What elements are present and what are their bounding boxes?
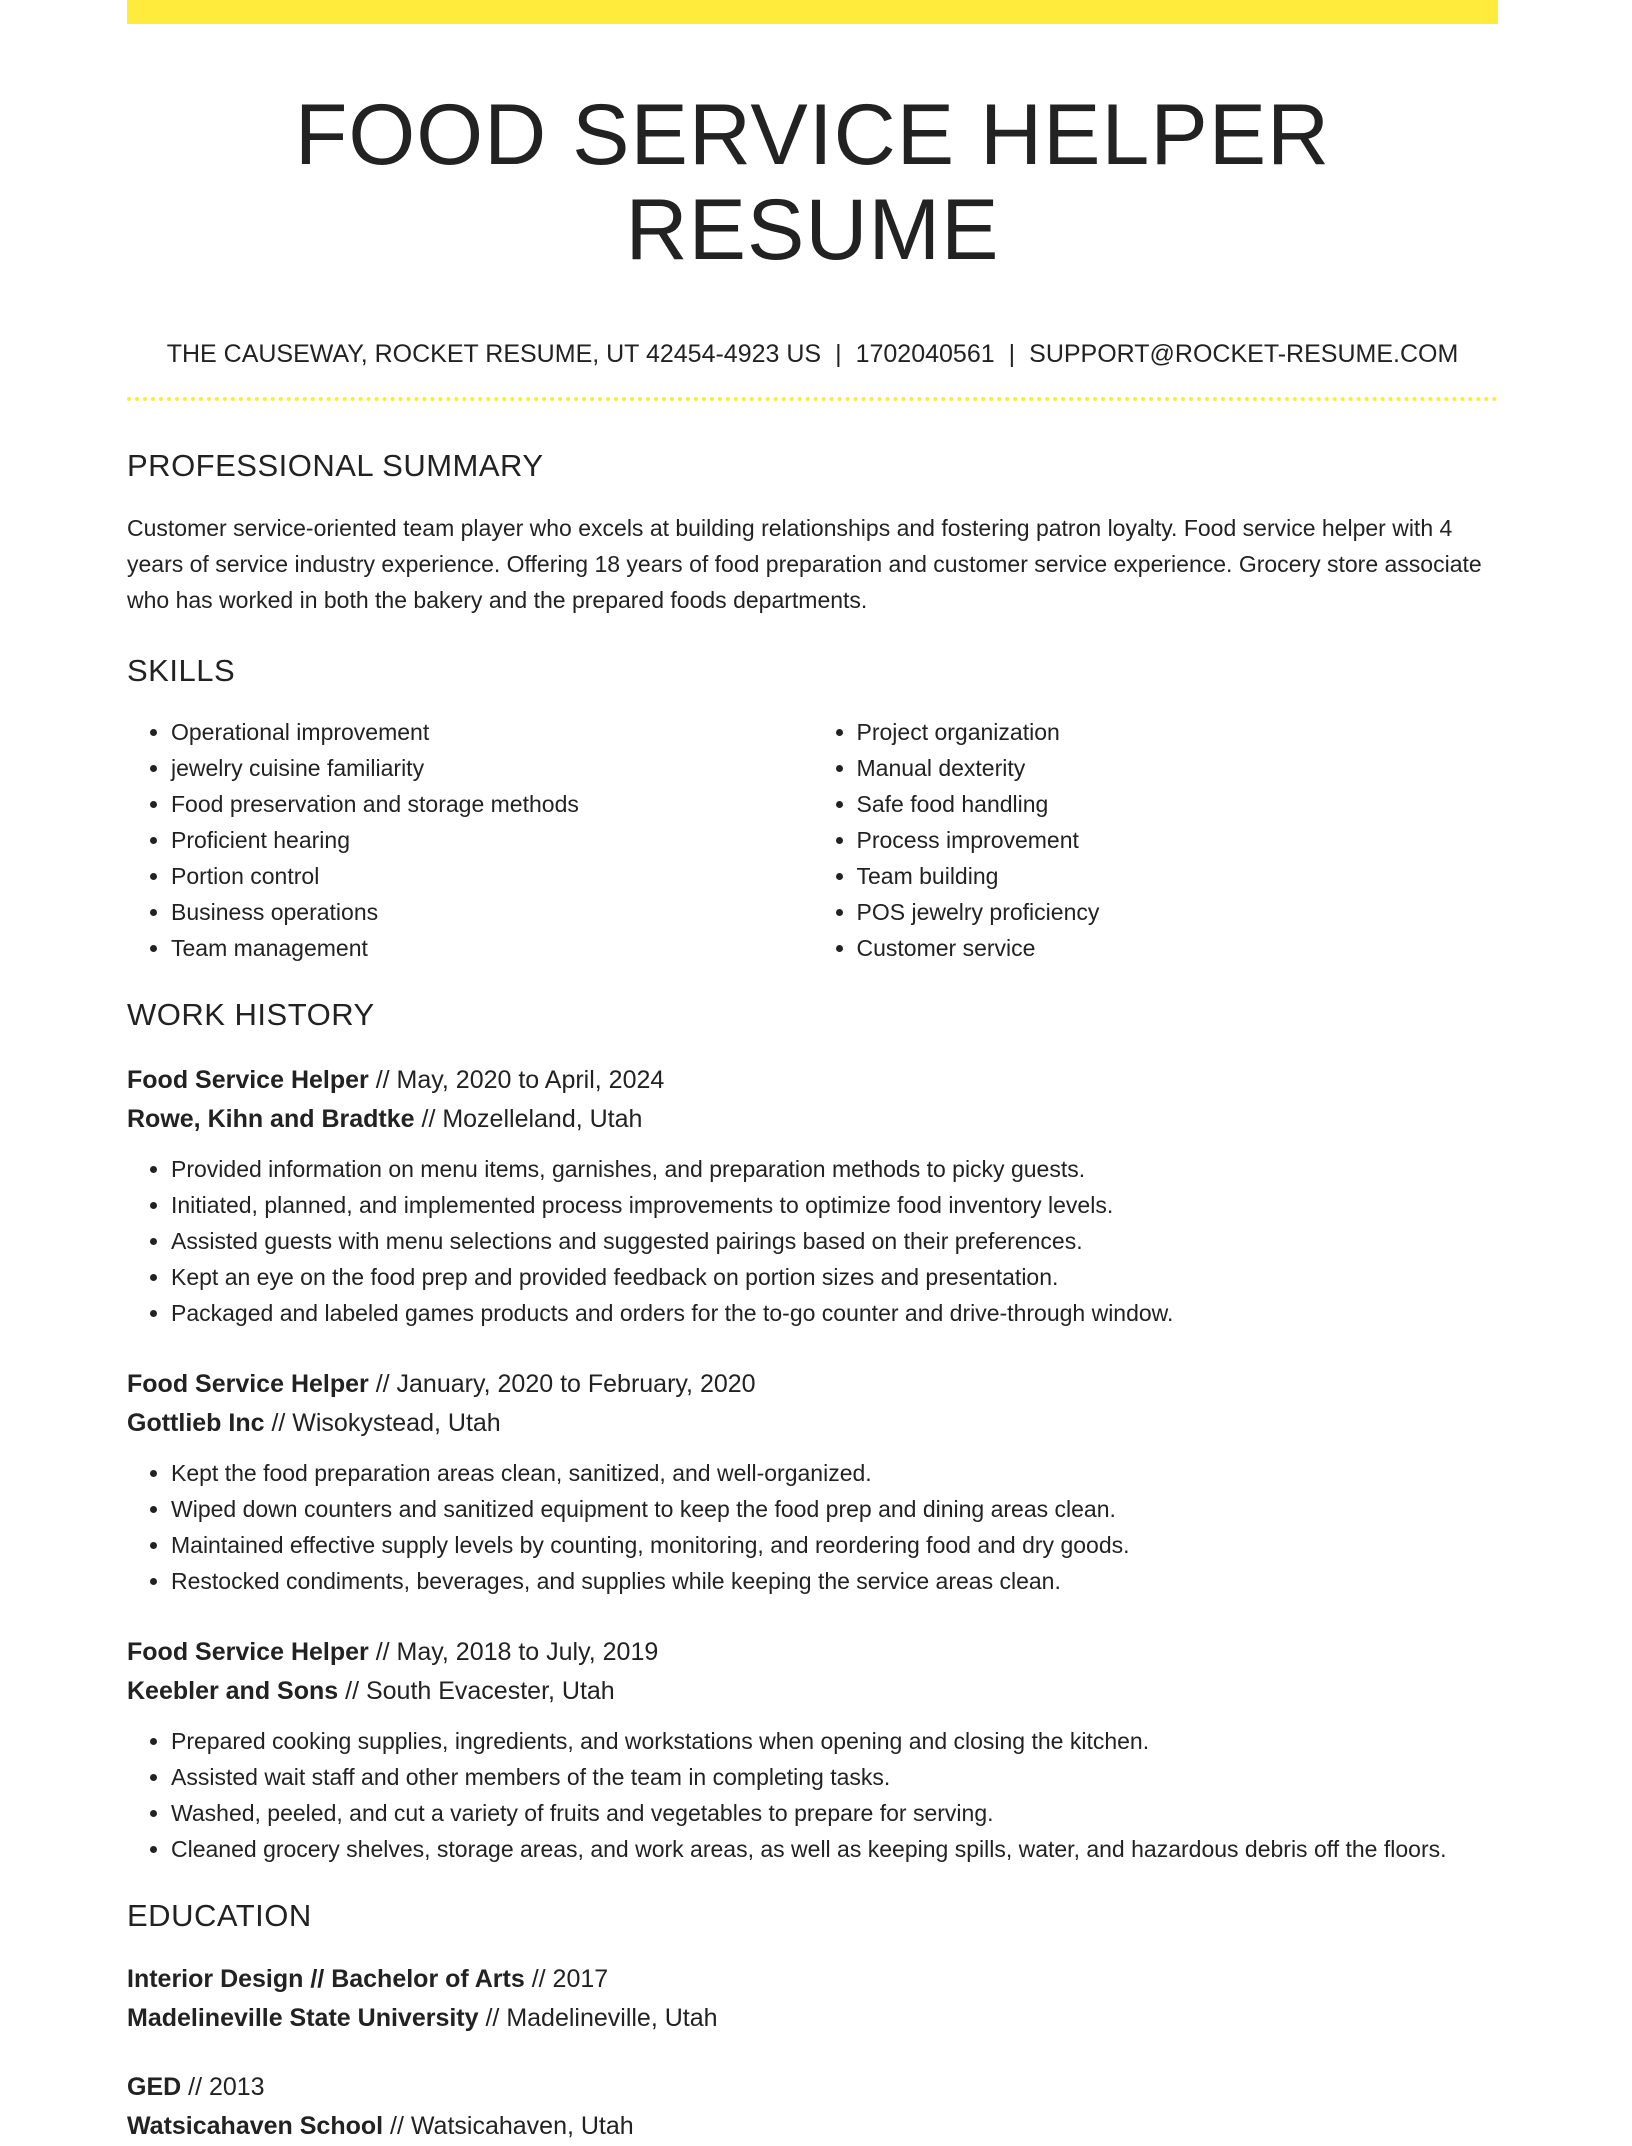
- education-year: // 2017: [524, 1964, 609, 1993]
- job-dates: // May, 2018 to July, 2019: [368, 1637, 659, 1666]
- job-dates: // May, 2020 to April, 2024: [368, 1065, 665, 1094]
- resume-title: FOOD SERVICE HELPER RESUME: [294, 87, 1331, 278]
- job-duty: • Kept the food preparation areas clean, sanitized, and well-organized.: [171, 1455, 1498, 1491]
- skill-item: • Team management: [171, 930, 813, 966]
- skill-item: • Operational improvement: [171, 714, 813, 750]
- work-history-section: [127, 996, 1498, 1867]
- job-location: // Wisokystead, Utah: [264, 1408, 501, 1437]
- job-location: // Mozelleland, Utah: [414, 1104, 643, 1133]
- job-company: Gottlieb Inc: [127, 1408, 265, 1437]
- skills-list-right: [813, 714, 1499, 966]
- job-entry: [127, 1365, 1498, 1599]
- section-heading-skills: SKILLS: [127, 653, 236, 689]
- skill-item: • POS jewelry proficiency: [857, 894, 1499, 930]
- education-location: // Watsicahaven, Utah: [383, 2111, 634, 2140]
- education-degree: GED: [127, 2072, 182, 2101]
- skill-item: • Project organization: [857, 714, 1499, 750]
- job-company-line: [127, 1100, 1498, 1139]
- job-title-line: [127, 1633, 1498, 1672]
- skill-item: • Business operations: [171, 894, 813, 930]
- job-duty: • Kept an eye on the food prep and provided feedback on portion sizes and presentation.: [171, 1259, 1498, 1295]
- job-duties-list: [127, 1723, 1498, 1867]
- contact-address: THE CAUSEWAY, ROCKET RESUME, UT 42454-4923 US: [166, 340, 822, 369]
- job-duty: • Assisted wait staff and other members of the team in completing tasks.: [171, 1759, 1498, 1795]
- header-divider: [127, 397, 1498, 401]
- contact-email: SUPPORT@ROCKET-RESUME.COM: [1029, 340, 1459, 369]
- job-company-line: [127, 1672, 1498, 1711]
- job-duty: • Initiated, planned, and implemented process improvements to optimize food inventory levels.: [171, 1187, 1498, 1223]
- job-duty: • Assisted guests with menu selections and suggested pairings based on their preferences.: [171, 1223, 1498, 1259]
- education-year: // 2013: [181, 2072, 265, 2101]
- education-school: Watsicahaven School: [127, 2111, 384, 2140]
- contact-line: [127, 339, 1498, 369]
- contact-separator: |: [1008, 340, 1016, 369]
- skills-grid: [127, 714, 1498, 966]
- job-duties-list: [127, 1455, 1498, 1599]
- contact-separator: |: [835, 340, 842, 369]
- job-company-line: [127, 1404, 1498, 1443]
- job-entry: [127, 1061, 1498, 1331]
- skill-item: • Portion control: [171, 858, 813, 894]
- job-duty: • Packaged and labeled games products and orders for the to-go counter and drive-through window.: [171, 1295, 1498, 1331]
- job-duty: • Washed, peeled, and cut a variety of fruits and vegetables to prepare for serving.: [171, 1795, 1498, 1831]
- education-degree-line: [127, 2068, 1498, 2107]
- education-school-line: [127, 1999, 1498, 2038]
- education-school: Madelineville State University: [127, 2003, 479, 2032]
- section-heading-work: WORK HISTORY: [127, 996, 375, 1032]
- job-duty: • Cleaned grocery shelves, storage areas, and work areas, as well as keeping spills, water, and hazardous debris off the floors.: [171, 1831, 1498, 1867]
- skill-item: • Team building: [857, 858, 1499, 894]
- skills-section: [127, 652, 1498, 965]
- job-entry: [127, 1633, 1498, 1867]
- contact-phone: 1702040561: [855, 340, 995, 369]
- section-heading-summary: PROFESSIONAL SUMMARY: [127, 448, 544, 484]
- job-duty: • Maintained effective supply levels by counting, monitoring, and reordering food and dry goods.: [171, 1527, 1498, 1563]
- job-dates: // January, 2020 to February, 2020: [368, 1369, 756, 1398]
- top-accent-bar: [127, 0, 1498, 24]
- skill-item: • Customer service: [857, 930, 1499, 966]
- education-location: // Madelineville, Utah: [478, 2003, 718, 2032]
- job-title-line: [127, 1061, 1498, 1100]
- skill-item: • Safe food handling: [857, 786, 1499, 822]
- skill-item: • Manual dexterity: [857, 750, 1499, 786]
- skill-item: • Process improvement: [857, 822, 1499, 858]
- skill-item: • Proficient hearing: [171, 822, 813, 858]
- education-section: [127, 1897, 1498, 2146]
- job-title-line: [127, 1365, 1498, 1404]
- job-duty: • Restocked condiments, beverages, and supplies while keeping the service areas clean.: [171, 1563, 1498, 1599]
- education-entry: [127, 2068, 1498, 2146]
- education-entry: [127, 1960, 1498, 2038]
- job-duty: • Prepared cooking supplies, ingredients, and workstations when opening and closing the kitchen.: [171, 1723, 1498, 1759]
- job-title: Food Service Helper: [127, 1637, 369, 1666]
- job-title: Food Service Helper: [127, 1369, 369, 1398]
- job-title: Food Service Helper: [127, 1065, 369, 1094]
- job-company: Keebler and Sons: [127, 1676, 339, 1705]
- resume-page: [127, 0, 1498, 2146]
- education-degree: Interior Design // Bachelor of Arts: [127, 1964, 525, 1993]
- job-company: Rowe, Kihn and Bradtke: [127, 1104, 415, 1133]
- job-duty: • Provided information on menu items, garnishes, and preparation methods to picky guests.: [171, 1151, 1498, 1187]
- education-degree-line: [127, 1960, 1498, 1999]
- education-school-line: [127, 2107, 1498, 2146]
- professional-summary-section: [127, 447, 1498, 618]
- skill-item: • jewelry cuisine familiarity: [171, 750, 813, 786]
- job-duty: • Wiped down counters and sanitized equipment to keep the food prep and dining areas clean.: [171, 1491, 1498, 1527]
- skills-list-left: [127, 714, 813, 966]
- section-heading-education: EDUCATION: [127, 1897, 312, 1933]
- summary-text: Customer service-oriented team player who excels at building relationships and fostering patron loyalty. Food service helper with 4 years of service industry experience. Offering 18 years of food preparation and customer service experience. Grocery store associate who has worked in both the bakery and the prepared foods departments.: [127, 515, 1482, 614]
- skill-item: • Food preservation and storage methods: [171, 786, 813, 822]
- job-location: // South Evacester, Utah: [338, 1676, 615, 1705]
- job-duties-list: [127, 1151, 1498, 1331]
